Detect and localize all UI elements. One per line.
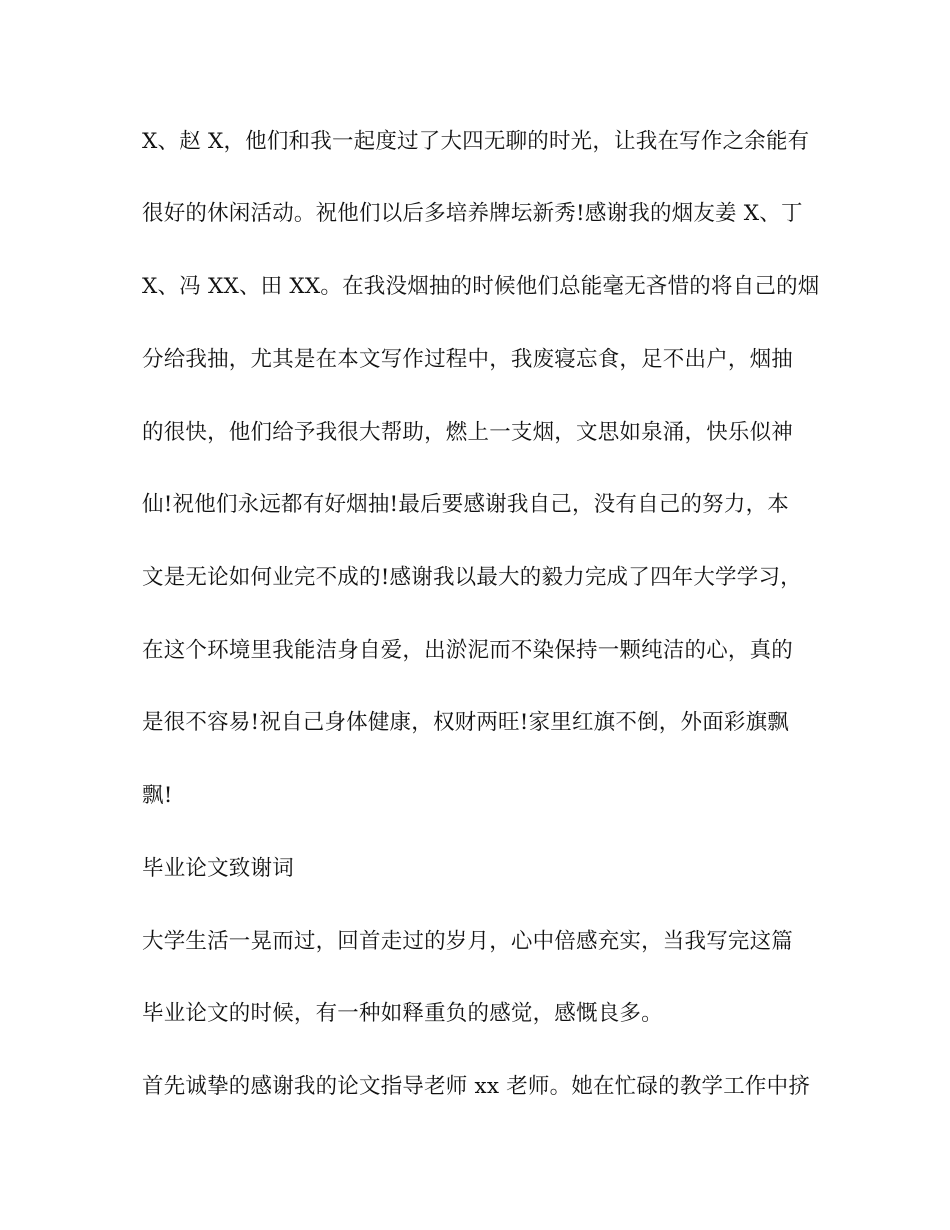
paragraph-line: 大学生活一晃而过，回首走过的岁月，心中倍感充实，当我写完这篇 [142,929,794,954]
paragraph-line: X、冯 XX、田 XX。在我没烟抽的时候他们总能毫无吝惜的将自己的烟 [142,274,820,299]
paragraph-line: 在这个环境里我能洁身自爱，出淤泥而不染保持一颗纯洁的心，真的 [142,638,794,663]
paragraph-line: 飘! [142,783,173,808]
paragraph-line: 分给我抽，尤其是在本文写作过程中，我废寝忘食，足不出户，烟抽 [142,347,794,372]
paragraph-line: 的很快，他们给予我很大帮助，燃上一支烟，文思如泉涌，快乐似神 [142,420,794,445]
paragraph-line: 文是无论如何业完不成的!感谢我以最大的毅力完成了四年大学学习， [142,565,802,590]
paragraph-line: 仙!祝他们永远都有好烟抽!最后要感谢我自己，没有自己的努力，本 [142,492,789,517]
paragraph-line: 首先诚挚的感谢我的论文指导老师 xx 老师。她在忙碌的教学工作中挤 [142,1074,811,1099]
paragraph-line: X、赵 X，他们和我一起度过了大四无聊的时光，让我在写作之余能有 [142,129,810,154]
paragraph-line: 是很不容易!祝自己身体健康，权财两旺!家里红旗不倒，外面彩旗飘 [142,710,789,735]
paragraph-line: 毕业论文的时候，有一种如释重负的感觉，感慨良多。 [142,1001,663,1026]
paragraph-line: 很好的休闲活动。祝他们以后多培养牌坛新秀!感谢我的烟友姜 X、丁 [142,201,803,226]
section-heading: 毕业论文致谢词 [142,856,294,881]
